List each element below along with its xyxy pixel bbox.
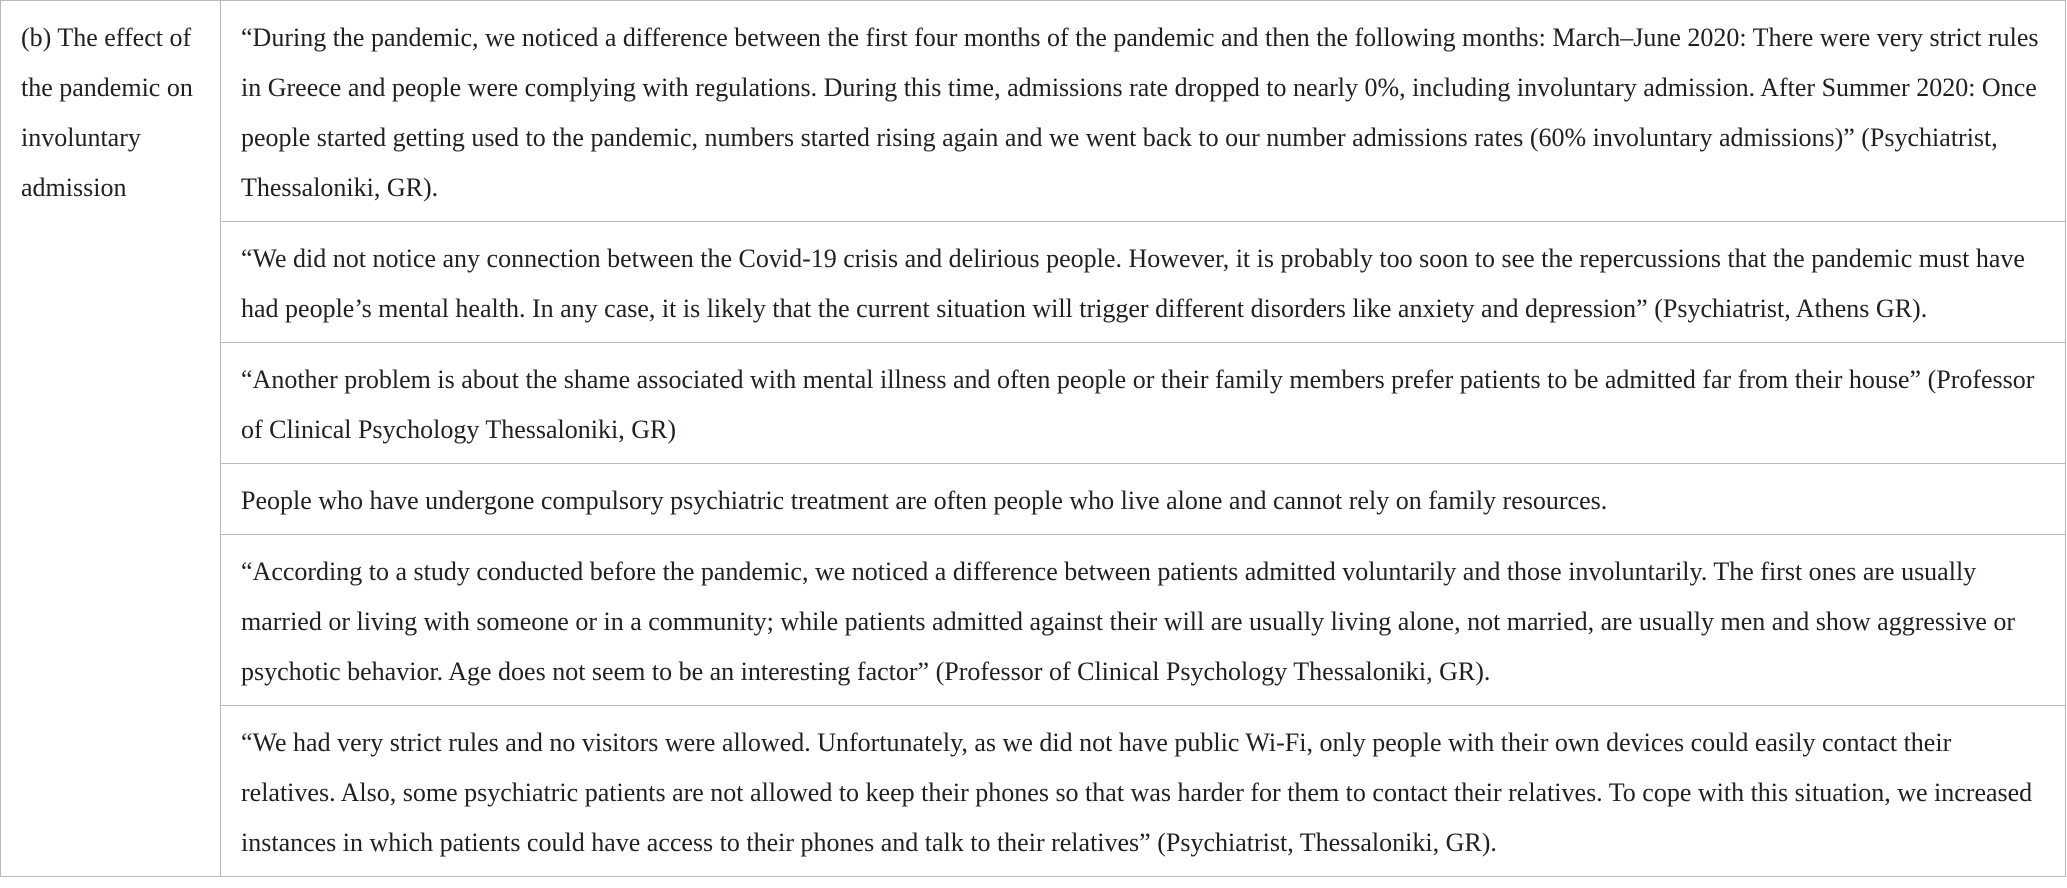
quote-cell-3: “Another problem is about the shame associated with mental illness and often people or their family members prefer patients to be admitted far from their house” (Professor of Clinical Psychology Thessaloniki, GR)	[221, 343, 2066, 464]
table-row	[1, 706, 2066, 877]
quote-cell-2: “We did not notice any connection between the Covid-19 crisis and delirious people. However, it is probably too soon to see the repercussions that the pandemic must have had people’s mental health. In any case, it is likely that the current situation will trigger different disorders like anxiety and depression” (Psychiatrist, Athens GR).	[221, 222, 2066, 343]
table-row	[1, 343, 2066, 464]
quote-cell-1: “During the pandemic, we noticed a difference between the first four months of the pandemic and then the following months: March–June 2020: There were very strict rules in Greece and people were complying with regulations. During this time, admissions rate dropped to nearly 0%, including involuntary admission. After Summer 2020: Once people started getting used to the pandemic, numbers started rising again and we went back to our number admissions rates (60% involuntary admissions)” (Psychiatrist, Thessaloniki, GR).	[221, 1, 2066, 222]
table-row	[1, 1, 2066, 222]
table-row	[1, 535, 2066, 706]
table-row	[1, 464, 2066, 535]
quote-cell-4: People who have undergone compulsory psychiatric treatment are often people who live alone and cannot rely on family resources.	[221, 464, 2066, 535]
quote-cell-6: “We had very strict rules and no visitors were allowed. Unfortunately, as we did not have public Wi-Fi, only people with their own devices could easily contact their relatives. Also, some psychiatric patients are not allowed to keep their phones so that was harder for them to contact their relatives. To cope with this situation, we increased instances in which patients could have access to their phones and talk to their relatives” (Psychiatrist, Thessaloniki, GR).	[221, 706, 2066, 877]
quote-cell-5: “According to a study conducted before the pandemic, we noticed a difference between patients admitted voluntarily and those involuntarily. The first ones are usually married or living with someone or in a community; while patients admitted against their will are usually living alone, not married, are usually men and show aggressive or psychotic behavior. Age does not seem to be an interesting factor” (Professor of Clinical Psychology Thessaloniki, GR).	[221, 535, 2066, 706]
theme-cell: (b) The effect of the pandemic on involuntary admission	[1, 1, 221, 877]
table-row	[1, 222, 2066, 343]
